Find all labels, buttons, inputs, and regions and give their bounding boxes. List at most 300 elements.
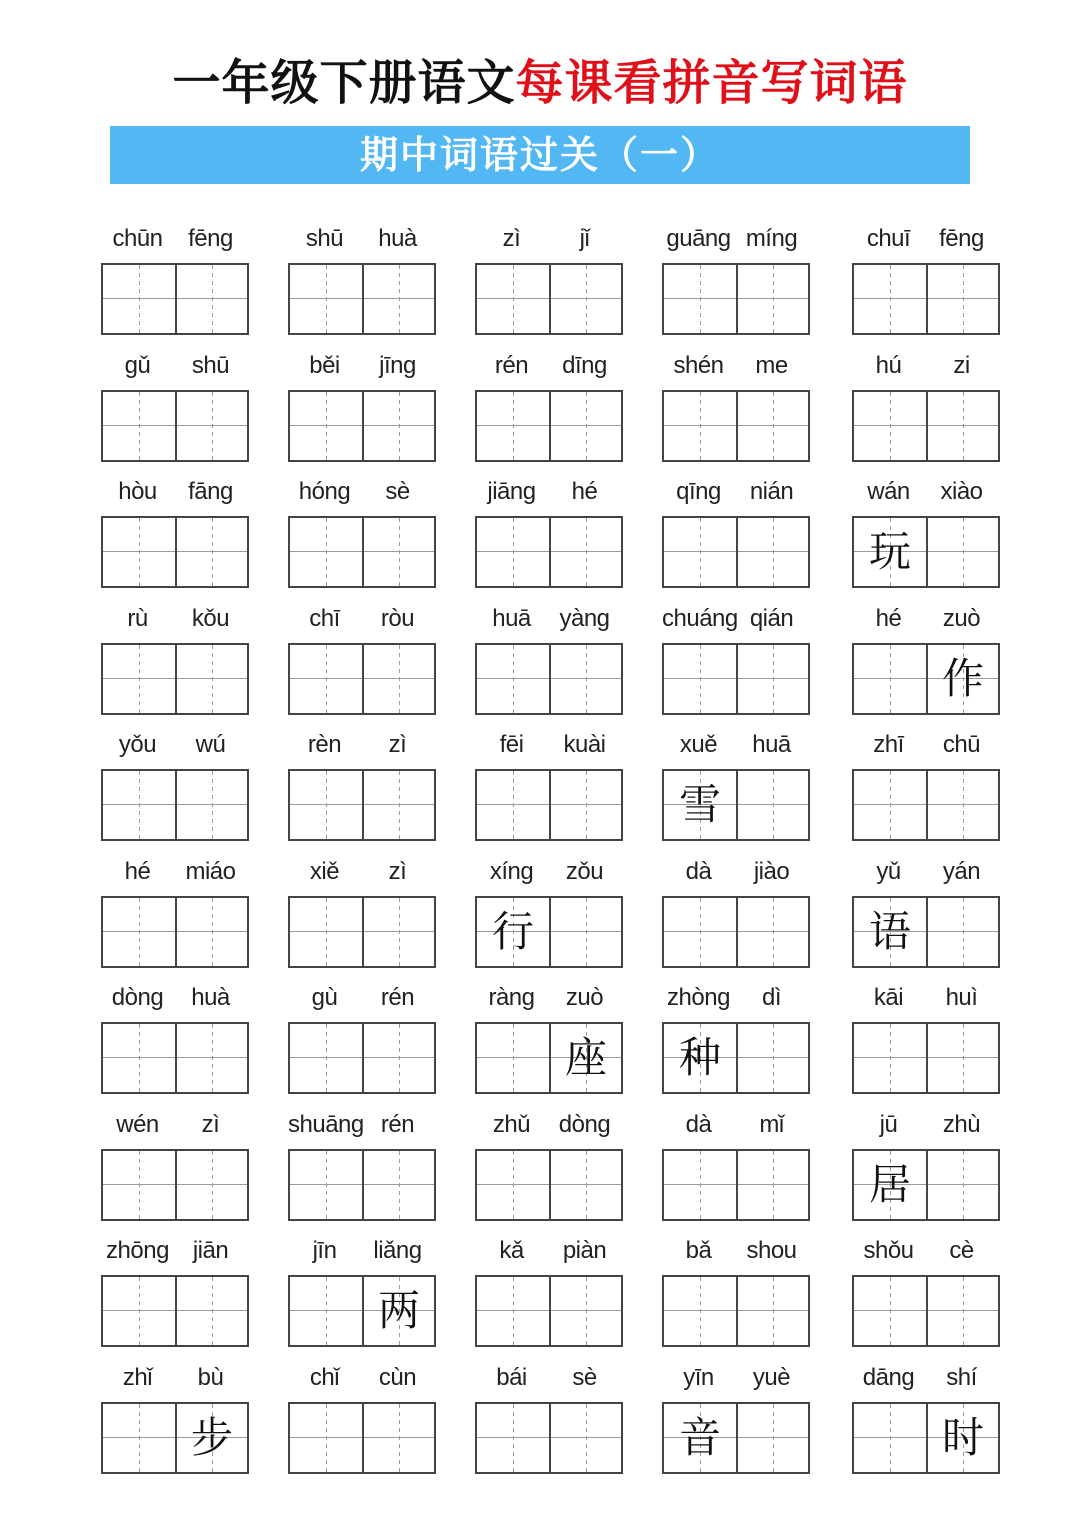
word-item bbox=[288, 605, 434, 725]
writing-cell[interactable] bbox=[736, 1151, 808, 1219]
hanzi-hint bbox=[854, 392, 926, 460]
writing-cell[interactable] bbox=[362, 392, 434, 460]
writing-cell[interactable] bbox=[103, 898, 175, 966]
hanzi-hint bbox=[551, 645, 621, 713]
pinyin-second: kuài bbox=[563, 731, 606, 758]
writing-grid bbox=[288, 263, 436, 335]
writing-cell[interactable] bbox=[854, 898, 926, 966]
writing-cell[interactable] bbox=[854, 771, 926, 839]
pinyin-second: fēng bbox=[188, 225, 233, 252]
writing-cell[interactable] bbox=[736, 898, 808, 966]
hanzi-hint bbox=[177, 771, 247, 839]
pinyin-second: zì bbox=[201, 1111, 220, 1138]
writing-grid bbox=[101, 1149, 249, 1221]
word-item bbox=[475, 225, 621, 345]
hanzi-hint: 座 bbox=[564, 1033, 607, 1082]
pinyin-second: dòng bbox=[558, 1111, 611, 1138]
writing-cell[interactable] bbox=[175, 392, 247, 460]
pinyin-first: yǔ bbox=[876, 858, 901, 885]
hanzi-hint bbox=[551, 392, 621, 460]
hanzi-hint bbox=[364, 645, 434, 713]
writing-cell[interactable] bbox=[477, 265, 549, 333]
writing-grid bbox=[852, 896, 1000, 968]
hanzi-hint bbox=[290, 771, 362, 839]
writing-cell[interactable] bbox=[664, 392, 736, 460]
hanzi-hint bbox=[364, 265, 434, 333]
writing-cell[interactable] bbox=[549, 1151, 621, 1219]
pinyin-first: yīn bbox=[683, 1364, 714, 1391]
hanzi-hint bbox=[477, 771, 549, 839]
pinyin-second: jǐ bbox=[579, 225, 590, 252]
word-item bbox=[101, 1111, 247, 1231]
writing-grid bbox=[662, 769, 810, 841]
pinyin-second: shou bbox=[746, 1237, 797, 1264]
writing-grid bbox=[101, 1022, 249, 1094]
hanzi-hint bbox=[551, 265, 621, 333]
writing-cell[interactable] bbox=[664, 1277, 736, 1345]
writing-cell[interactable] bbox=[664, 1404, 736, 1472]
writing-cell[interactable] bbox=[854, 1277, 926, 1345]
word-item bbox=[662, 858, 808, 978]
pinyin-second: shū bbox=[191, 352, 230, 379]
pinyin-second: cè bbox=[949, 1237, 974, 1264]
pinyin-second: nián bbox=[749, 478, 794, 505]
hanzi-hint: 时 bbox=[941, 1413, 984, 1462]
writing-cell[interactable] bbox=[175, 518, 247, 586]
writing-cell[interactable] bbox=[290, 771, 362, 839]
hanzi-hint bbox=[664, 1277, 736, 1345]
writing-cell[interactable] bbox=[854, 645, 926, 713]
hanzi-hint bbox=[290, 265, 362, 333]
writing-cell[interactable] bbox=[362, 1024, 434, 1092]
pinyin-first: hòu bbox=[118, 478, 157, 505]
pinyin-second: fāng bbox=[188, 478, 233, 505]
writing-cell[interactable] bbox=[926, 771, 998, 839]
hanzi-hint bbox=[854, 645, 926, 713]
hanzi-hint bbox=[551, 1151, 621, 1219]
writing-grid bbox=[852, 1022, 1000, 1094]
word-item bbox=[101, 984, 247, 1104]
pinyin-first: hú bbox=[875, 352, 902, 379]
writing-cell[interactable] bbox=[854, 265, 926, 333]
writing-cell[interactable] bbox=[549, 392, 621, 460]
writing-cell[interactable] bbox=[103, 1024, 175, 1092]
writing-grid bbox=[288, 390, 436, 462]
pinyin-first: chūn bbox=[112, 225, 163, 252]
hanzi-hint bbox=[928, 1151, 998, 1219]
hanzi-hint bbox=[664, 518, 736, 586]
writing-cell[interactable] bbox=[477, 392, 549, 460]
hanzi-hint bbox=[928, 518, 998, 586]
hanzi-hint bbox=[364, 1024, 434, 1092]
pinyin-first: zhǔ bbox=[492, 1111, 531, 1138]
pinyin-second: cùn bbox=[378, 1364, 417, 1391]
word-item bbox=[852, 1364, 998, 1484]
word-item bbox=[662, 478, 808, 598]
writing-cell[interactable] bbox=[290, 265, 362, 333]
title-red-part: 每课看拼音写词语 bbox=[515, 55, 908, 111]
hanzi-hint bbox=[177, 645, 247, 713]
hanzi-hint bbox=[738, 518, 808, 586]
writing-cell[interactable] bbox=[477, 1151, 549, 1219]
pinyin-second: me bbox=[755, 352, 788, 379]
word-item bbox=[852, 1111, 998, 1231]
writing-grid bbox=[475, 390, 623, 462]
writing-cell[interactable] bbox=[290, 1404, 362, 1472]
hanzi-hint bbox=[551, 771, 621, 839]
writing-cell[interactable] bbox=[290, 898, 362, 966]
hanzi-hint bbox=[290, 898, 362, 966]
hanzi-hint bbox=[664, 898, 736, 966]
word-item bbox=[475, 1237, 621, 1357]
word-item bbox=[101, 731, 247, 851]
word-item bbox=[852, 478, 998, 598]
pinyin-first: chī bbox=[309, 605, 340, 632]
writing-cell[interactable] bbox=[362, 518, 434, 586]
hanzi-hint: 步 bbox=[190, 1413, 233, 1462]
pinyin-second: rén bbox=[380, 1111, 415, 1138]
word-item bbox=[288, 225, 434, 345]
writing-cell[interactable] bbox=[854, 1024, 926, 1092]
pinyin-second: zhù bbox=[942, 1111, 981, 1138]
writing-cell[interactable] bbox=[926, 1151, 998, 1219]
hanzi-hint bbox=[103, 265, 175, 333]
pinyin-second: shí bbox=[946, 1364, 977, 1391]
writing-cell[interactable] bbox=[290, 1151, 362, 1219]
pinyin-first: shǒu bbox=[863, 1237, 914, 1264]
writing-cell[interactable] bbox=[664, 1024, 736, 1092]
writing-cell[interactable] bbox=[664, 518, 736, 586]
hanzi-hint bbox=[664, 645, 736, 713]
word-item bbox=[852, 352, 998, 472]
writing-cell[interactable] bbox=[477, 1404, 549, 1472]
word-item bbox=[101, 858, 247, 978]
writing-grid bbox=[852, 1402, 1000, 1474]
writing-cell[interactable] bbox=[362, 265, 434, 333]
word-item bbox=[475, 605, 621, 725]
pinyin-second: qián bbox=[749, 605, 794, 632]
writing-cell[interactable] bbox=[549, 898, 621, 966]
pinyin-first: guāng bbox=[666, 225, 731, 252]
pinyin-second: yuè bbox=[752, 1364, 791, 1391]
hanzi-hint bbox=[738, 1277, 808, 1345]
pinyin-first: yǒu bbox=[118, 731, 157, 758]
writing-grid bbox=[475, 1149, 623, 1221]
hanzi-hint: 种 bbox=[678, 1033, 721, 1082]
hanzi-hint bbox=[738, 898, 808, 966]
writing-cell[interactable] bbox=[175, 1404, 247, 1472]
writing-cell[interactable] bbox=[664, 265, 736, 333]
writing-cell[interactable] bbox=[549, 1024, 621, 1092]
writing-cell[interactable] bbox=[477, 898, 549, 966]
writing-cell[interactable] bbox=[736, 1404, 808, 1472]
writing-cell[interactable] bbox=[290, 392, 362, 460]
writing-grid bbox=[288, 1275, 436, 1347]
writing-cell[interactable] bbox=[103, 392, 175, 460]
writing-cell[interactable] bbox=[549, 518, 621, 586]
hanzi-hint bbox=[854, 771, 926, 839]
hanzi-hint bbox=[477, 1151, 549, 1219]
hanzi-hint bbox=[290, 518, 362, 586]
writing-cell[interactable] bbox=[175, 265, 247, 333]
word-item bbox=[852, 984, 998, 1104]
hanzi-hint: 居 bbox=[868, 1160, 911, 1209]
writing-cell[interactable] bbox=[362, 898, 434, 966]
hanzi-hint bbox=[738, 645, 808, 713]
writing-grid bbox=[101, 263, 249, 335]
writing-grid bbox=[852, 1275, 1000, 1347]
hanzi-hint bbox=[177, 392, 247, 460]
hanzi-hint bbox=[551, 1404, 621, 1472]
writing-grid bbox=[475, 1402, 623, 1474]
writing-grid bbox=[852, 390, 1000, 462]
writing-cell[interactable] bbox=[736, 771, 808, 839]
pinyin-first: gù bbox=[311, 984, 338, 1011]
writing-cell[interactable] bbox=[926, 518, 998, 586]
writing-cell[interactable] bbox=[926, 1024, 998, 1092]
hanzi-hint bbox=[290, 1404, 362, 1472]
word-item bbox=[288, 352, 434, 472]
title-black-part: 一年级下册语文 bbox=[172, 55, 516, 111]
pinyin-first: bái bbox=[496, 1364, 527, 1391]
word-item bbox=[288, 1237, 434, 1357]
writing-cell[interactable] bbox=[175, 645, 247, 713]
word-item bbox=[662, 225, 808, 345]
hanzi-hint: 玩 bbox=[868, 527, 911, 576]
hanzi-hint bbox=[738, 392, 808, 460]
pinyin-second: sè bbox=[385, 478, 410, 505]
writing-grid bbox=[852, 1149, 1000, 1221]
writing-cell[interactable] bbox=[477, 1277, 549, 1345]
writing-cell[interactable] bbox=[664, 645, 736, 713]
pinyin-second: huà bbox=[191, 984, 230, 1011]
writing-grid bbox=[475, 1275, 623, 1347]
word-item bbox=[288, 858, 434, 978]
hanzi-hint bbox=[664, 392, 736, 460]
writing-cell[interactable] bbox=[549, 1404, 621, 1472]
pinyin-first: zì bbox=[502, 225, 521, 252]
writing-cell[interactable] bbox=[664, 898, 736, 966]
hanzi-hint bbox=[551, 518, 621, 586]
writing-cell[interactable] bbox=[736, 1277, 808, 1345]
writing-cell[interactable] bbox=[854, 518, 926, 586]
hanzi-hint: 两 bbox=[377, 1286, 420, 1335]
pinyin-second: piàn bbox=[562, 1237, 607, 1264]
writing-cell[interactable] bbox=[477, 518, 549, 586]
pinyin-first: shuāng bbox=[288, 1111, 364, 1138]
pinyin-second: huà bbox=[378, 225, 417, 252]
writing-cell[interactable] bbox=[854, 1404, 926, 1472]
writing-cell[interactable] bbox=[664, 1151, 736, 1219]
writing-cell[interactable] bbox=[854, 392, 926, 460]
writing-cell[interactable] bbox=[854, 1151, 926, 1219]
pinyin-second: huì bbox=[945, 984, 978, 1011]
hanzi-hint bbox=[928, 265, 998, 333]
pinyin-first: fēi bbox=[499, 731, 524, 758]
writing-cell[interactable] bbox=[175, 1277, 247, 1345]
writing-cell[interactable] bbox=[175, 1151, 247, 1219]
hanzi-hint: 作 bbox=[941, 654, 984, 703]
hanzi-hint bbox=[103, 1151, 175, 1219]
pinyin-second: mǐ bbox=[759, 1111, 784, 1138]
writing-cell[interactable] bbox=[549, 265, 621, 333]
writing-cell[interactable] bbox=[103, 1277, 175, 1345]
hanzi-hint bbox=[177, 1151, 247, 1219]
writing-cell[interactable] bbox=[736, 265, 808, 333]
writing-grid bbox=[101, 896, 249, 968]
word-item bbox=[475, 1111, 621, 1231]
writing-cell[interactable] bbox=[362, 1404, 434, 1472]
writing-cell[interactable] bbox=[736, 645, 808, 713]
hanzi-hint bbox=[477, 265, 549, 333]
writing-cell[interactable] bbox=[736, 392, 808, 460]
pinyin-first: zhǐ bbox=[122, 1364, 153, 1391]
word-item bbox=[475, 858, 621, 978]
hanzi-hint bbox=[103, 1404, 175, 1472]
writing-cell[interactable] bbox=[926, 645, 998, 713]
writing-cell[interactable] bbox=[362, 771, 434, 839]
pinyin-first: zhòng bbox=[667, 984, 730, 1011]
word-item bbox=[852, 605, 998, 725]
pinyin-second: dì bbox=[761, 984, 781, 1011]
writing-cell[interactable] bbox=[103, 518, 175, 586]
writing-cell[interactable] bbox=[290, 1277, 362, 1345]
hanzi-hint bbox=[551, 1277, 621, 1345]
pinyin-first: jīn bbox=[312, 1237, 337, 1264]
writing-cell[interactable] bbox=[175, 1024, 247, 1092]
word-item bbox=[288, 731, 434, 851]
hanzi-hint bbox=[477, 392, 549, 460]
writing-cell[interactable] bbox=[175, 898, 247, 966]
pinyin-first: xuě bbox=[679, 731, 718, 758]
writing-cell[interactable] bbox=[103, 265, 175, 333]
hanzi-hint bbox=[854, 265, 926, 333]
writing-cell[interactable] bbox=[549, 645, 621, 713]
pinyin-second: rén bbox=[380, 984, 415, 1011]
pinyin-second: zuò bbox=[942, 605, 981, 632]
word-item bbox=[101, 605, 247, 725]
writing-cell[interactable] bbox=[926, 392, 998, 460]
word-item bbox=[852, 225, 998, 345]
writing-cell[interactable] bbox=[362, 1277, 434, 1345]
pinyin-second: fēng bbox=[939, 225, 984, 252]
hanzi-hint bbox=[103, 771, 175, 839]
pinyin-first: bǎ bbox=[685, 1237, 712, 1264]
hanzi-hint bbox=[928, 1277, 998, 1345]
writing-cell[interactable] bbox=[926, 898, 998, 966]
pinyin-second: míng bbox=[745, 225, 798, 252]
hanzi-hint bbox=[364, 518, 434, 586]
writing-grid bbox=[662, 516, 810, 588]
writing-cell[interactable] bbox=[926, 265, 998, 333]
writing-grid bbox=[101, 769, 249, 841]
hanzi-hint bbox=[854, 1404, 926, 1472]
writing-grid bbox=[662, 263, 810, 335]
pinyin-first: huā bbox=[492, 605, 531, 632]
writing-cell[interactable] bbox=[103, 645, 175, 713]
writing-cell[interactable] bbox=[103, 1151, 175, 1219]
pinyin-second: ròu bbox=[380, 605, 415, 632]
pinyin-first: chuáng bbox=[662, 605, 738, 632]
writing-cell[interactable] bbox=[362, 1151, 434, 1219]
pinyin-first: zhōng bbox=[106, 1237, 169, 1264]
hanzi-hint bbox=[477, 1277, 549, 1345]
pinyin-first: rèn bbox=[307, 731, 342, 758]
pinyin-first: hóng bbox=[298, 478, 351, 505]
writing-cell[interactable] bbox=[103, 771, 175, 839]
writing-cell[interactable] bbox=[926, 1277, 998, 1345]
writing-cell[interactable] bbox=[926, 1404, 998, 1472]
writing-cell[interactable] bbox=[549, 1277, 621, 1345]
hanzi-hint bbox=[477, 1404, 549, 1472]
writing-cell[interactable] bbox=[290, 518, 362, 586]
writing-cell[interactable] bbox=[290, 1024, 362, 1092]
pinyin-second: liǎng bbox=[373, 1237, 422, 1264]
writing-grid bbox=[662, 1402, 810, 1474]
pinyin-second: sè bbox=[572, 1364, 597, 1391]
writing-grid bbox=[288, 1149, 436, 1221]
hanzi-hint bbox=[477, 645, 549, 713]
hanzi-hint: 音 bbox=[678, 1413, 721, 1462]
writing-cell[interactable] bbox=[664, 771, 736, 839]
writing-cell[interactable] bbox=[362, 645, 434, 713]
hanzi-hint bbox=[290, 1151, 362, 1219]
writing-cell[interactable] bbox=[290, 645, 362, 713]
writing-grid bbox=[288, 643, 436, 715]
writing-cell[interactable] bbox=[736, 518, 808, 586]
hanzi-hint bbox=[477, 518, 549, 586]
pinyin-first: zhī bbox=[873, 731, 904, 758]
pinyin-second: wú bbox=[195, 731, 226, 758]
pinyin-first: chǐ bbox=[309, 1364, 340, 1391]
writing-grid bbox=[852, 263, 1000, 335]
word-item bbox=[475, 731, 621, 851]
pinyin-first: hé bbox=[124, 858, 151, 885]
writing-grid bbox=[475, 643, 623, 715]
pinyin-second: jiān bbox=[192, 1237, 229, 1264]
pinyin-second: dīng bbox=[562, 352, 607, 379]
word-item bbox=[475, 984, 621, 1104]
word-item bbox=[288, 1364, 434, 1484]
writing-cell[interactable] bbox=[477, 771, 549, 839]
hanzi-hint bbox=[290, 645, 362, 713]
pinyin-first: dà bbox=[685, 1111, 712, 1138]
pinyin-first: dòng bbox=[111, 984, 164, 1011]
writing-cell[interactable] bbox=[175, 771, 247, 839]
writing-cell[interactable] bbox=[477, 645, 549, 713]
writing-cell[interactable] bbox=[477, 1024, 549, 1092]
pinyin-second: huā bbox=[752, 731, 791, 758]
hanzi-hint bbox=[290, 392, 362, 460]
hanzi-hint bbox=[928, 771, 998, 839]
writing-grid bbox=[662, 1275, 810, 1347]
writing-grid bbox=[475, 769, 623, 841]
writing-cell[interactable] bbox=[549, 771, 621, 839]
pinyin-second: zi bbox=[953, 352, 970, 379]
writing-cell[interactable] bbox=[736, 1024, 808, 1092]
writing-cell[interactable] bbox=[103, 1404, 175, 1472]
hanzi-hint bbox=[177, 265, 247, 333]
writing-grid bbox=[852, 516, 1000, 588]
hanzi-hint bbox=[664, 265, 736, 333]
hanzi-hint bbox=[364, 1151, 434, 1219]
hanzi-hint bbox=[738, 1024, 808, 1092]
writing-grid bbox=[101, 1402, 249, 1474]
word-item bbox=[475, 352, 621, 472]
writing-grid bbox=[101, 390, 249, 462]
pinyin-first: gǔ bbox=[124, 352, 151, 379]
hanzi-hint bbox=[928, 392, 998, 460]
